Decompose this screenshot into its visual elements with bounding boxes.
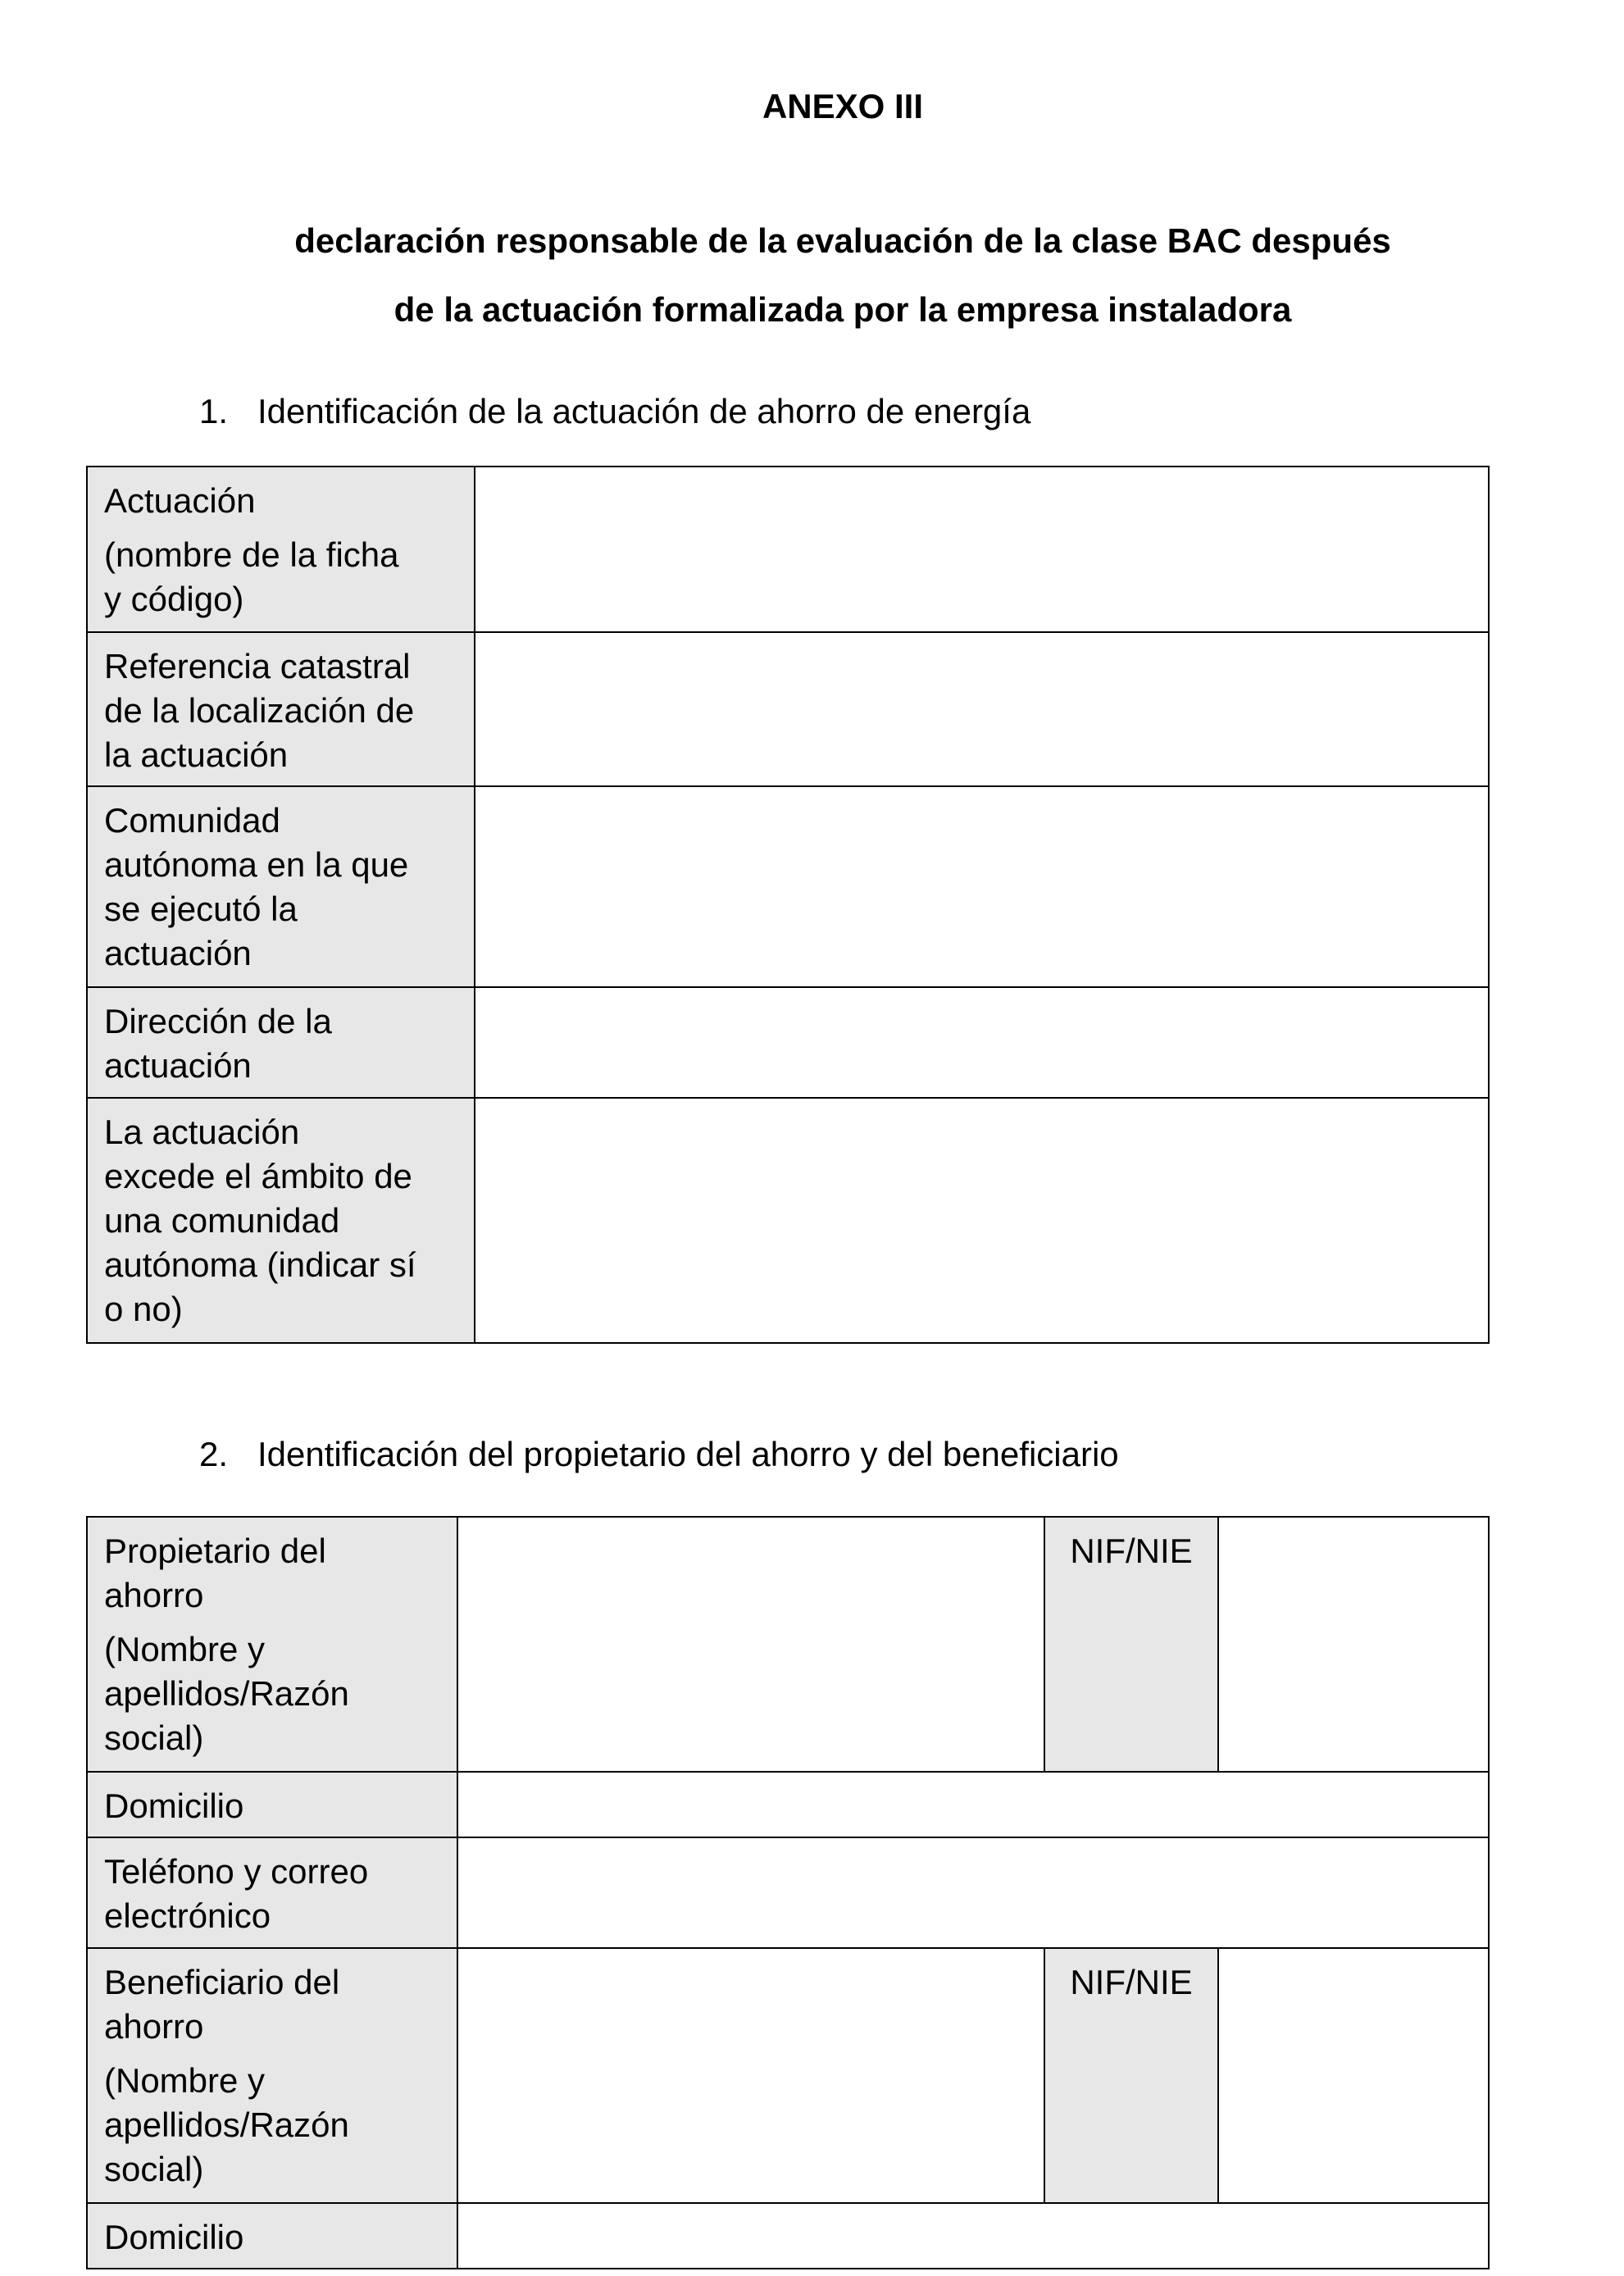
autonomous-community-label-line-1: Comunidad [104,801,280,840]
table-row [87,2203,1489,2269]
phone-email-label-line-1: Teléfono y correo [104,1852,369,1891]
action-address-field[interactable] [475,987,1489,1098]
cadastral-reference-label-line-2: de la localización de [104,691,415,730]
section-1-number: 1. [199,392,229,430]
cadastral-reference-label-line-3: la actuación [104,735,289,774]
beneficiary-label-note-1: (Nombre y [104,2061,266,2100]
phone-email-field[interactable] [457,1837,1489,1948]
owner-nif-field[interactable] [1218,1517,1489,1772]
document-title-line-1: declaración responsable de la evaluación de la clase BAC después [294,221,1391,260]
exceeds-community-label-line-5: o no) [104,1290,183,1328]
owner-label-line-1: Propietario del [104,1532,326,1570]
table-row [87,1517,1489,1772]
beneficiary-nif-label: NIF/NIE [1044,1948,1218,2203]
table-row [87,1098,1489,1343]
beneficiary-label-line-2: ahorro [104,2007,204,2046]
cadastral-reference-field[interactable] [475,632,1489,786]
annex-title: ANEXO III [762,87,924,125]
action-address-label-line-2: actuación [104,1046,252,1085]
action-label: Actuación [104,481,256,520]
cadastral-reference-label-line-1: Referencia catastral [104,647,411,685]
table-row [87,632,1489,786]
autonomous-community-label-line-2: autónoma en la que [104,845,409,884]
phone-email-label-cell [87,1837,457,1948]
exceeds-community-label-line-3: una comunidad [104,1201,340,1240]
beneficiary-label-note-2: apellidos/Razón [104,2105,349,2144]
beneficiary-name-field[interactable] [457,1948,1044,2203]
table-row [87,987,1489,1098]
table-row [87,467,1489,632]
section-2-heading [199,1433,1119,1476]
autonomous-community-field[interactable] [475,786,1489,987]
table-row [87,1772,1489,1837]
action-label-cell [87,467,475,632]
beneficiary-address-label: Domicilio [87,2203,457,2269]
action-identification-table [86,466,1490,1344]
owner-label-line-2: ahorro [104,1576,204,1614]
phone-email-label-line-2: electrónico [104,1896,271,1935]
owner-label-note-3: social) [104,1718,204,1757]
section-1-title: Identificación de la actuación de ahorro de energía [257,392,1031,430]
section-2-number: 2. [199,1435,229,1473]
beneficiary-label-note-3: social) [104,2150,204,2188]
autonomous-community-label-line-3: se ejecutó la [104,890,298,928]
beneficiary-label-line-1: Beneficiario del [104,1963,340,2001]
beneficiary-nif-field[interactable] [1218,1948,1489,2203]
owner-address-field[interactable] [457,1772,1489,1837]
owner-address-label: Domicilio [87,1772,457,1837]
exceeds-community-label-line-4: autónoma (indicar sí [104,1245,416,1284]
document-title-line-2: de la actuación formalizada por la empresa instaladora [393,290,1292,329]
section-1-heading [199,390,1030,433]
section-2-title: Identificación del propietario del ahorro y del beneficiario [257,1435,1119,1473]
owner-beneficiary-table [86,1516,1490,2269]
action-label-note-1: (nombre de la ficha [104,535,399,574]
cadastral-reference-label-cell [87,632,475,786]
table-row [87,1837,1489,1948]
exceeds-community-label-cell [87,1098,475,1343]
exceeds-community-label-line-1: La actuación [104,1113,300,1151]
beneficiary-label-cell [87,1948,457,2203]
autonomous-community-label-line-4: actuación [104,934,252,972]
table-row [87,786,1489,987]
owner-name-field[interactable] [457,1517,1044,1772]
autonomous-community-label-cell [87,786,475,987]
owner-label-cell [87,1517,457,1772]
owner-label-note-2: apellidos/Razón [104,1674,349,1713]
owner-nif-label: NIF/NIE [1044,1517,1218,1772]
exceeds-community-field[interactable] [475,1098,1489,1343]
document-title [164,207,1522,344]
action-address-label-cell [87,987,475,1098]
exceeds-community-label-line-2: excede el ámbito de [104,1157,412,1195]
action-field[interactable] [475,467,1489,632]
action-label-note-2: y código) [104,580,244,618]
table-row [87,1948,1489,2203]
beneficiary-address-field[interactable] [457,2203,1489,2269]
action-address-label-line-1: Dirección de la [104,1002,332,1040]
owner-label-note-1: (Nombre y [104,1630,266,1668]
